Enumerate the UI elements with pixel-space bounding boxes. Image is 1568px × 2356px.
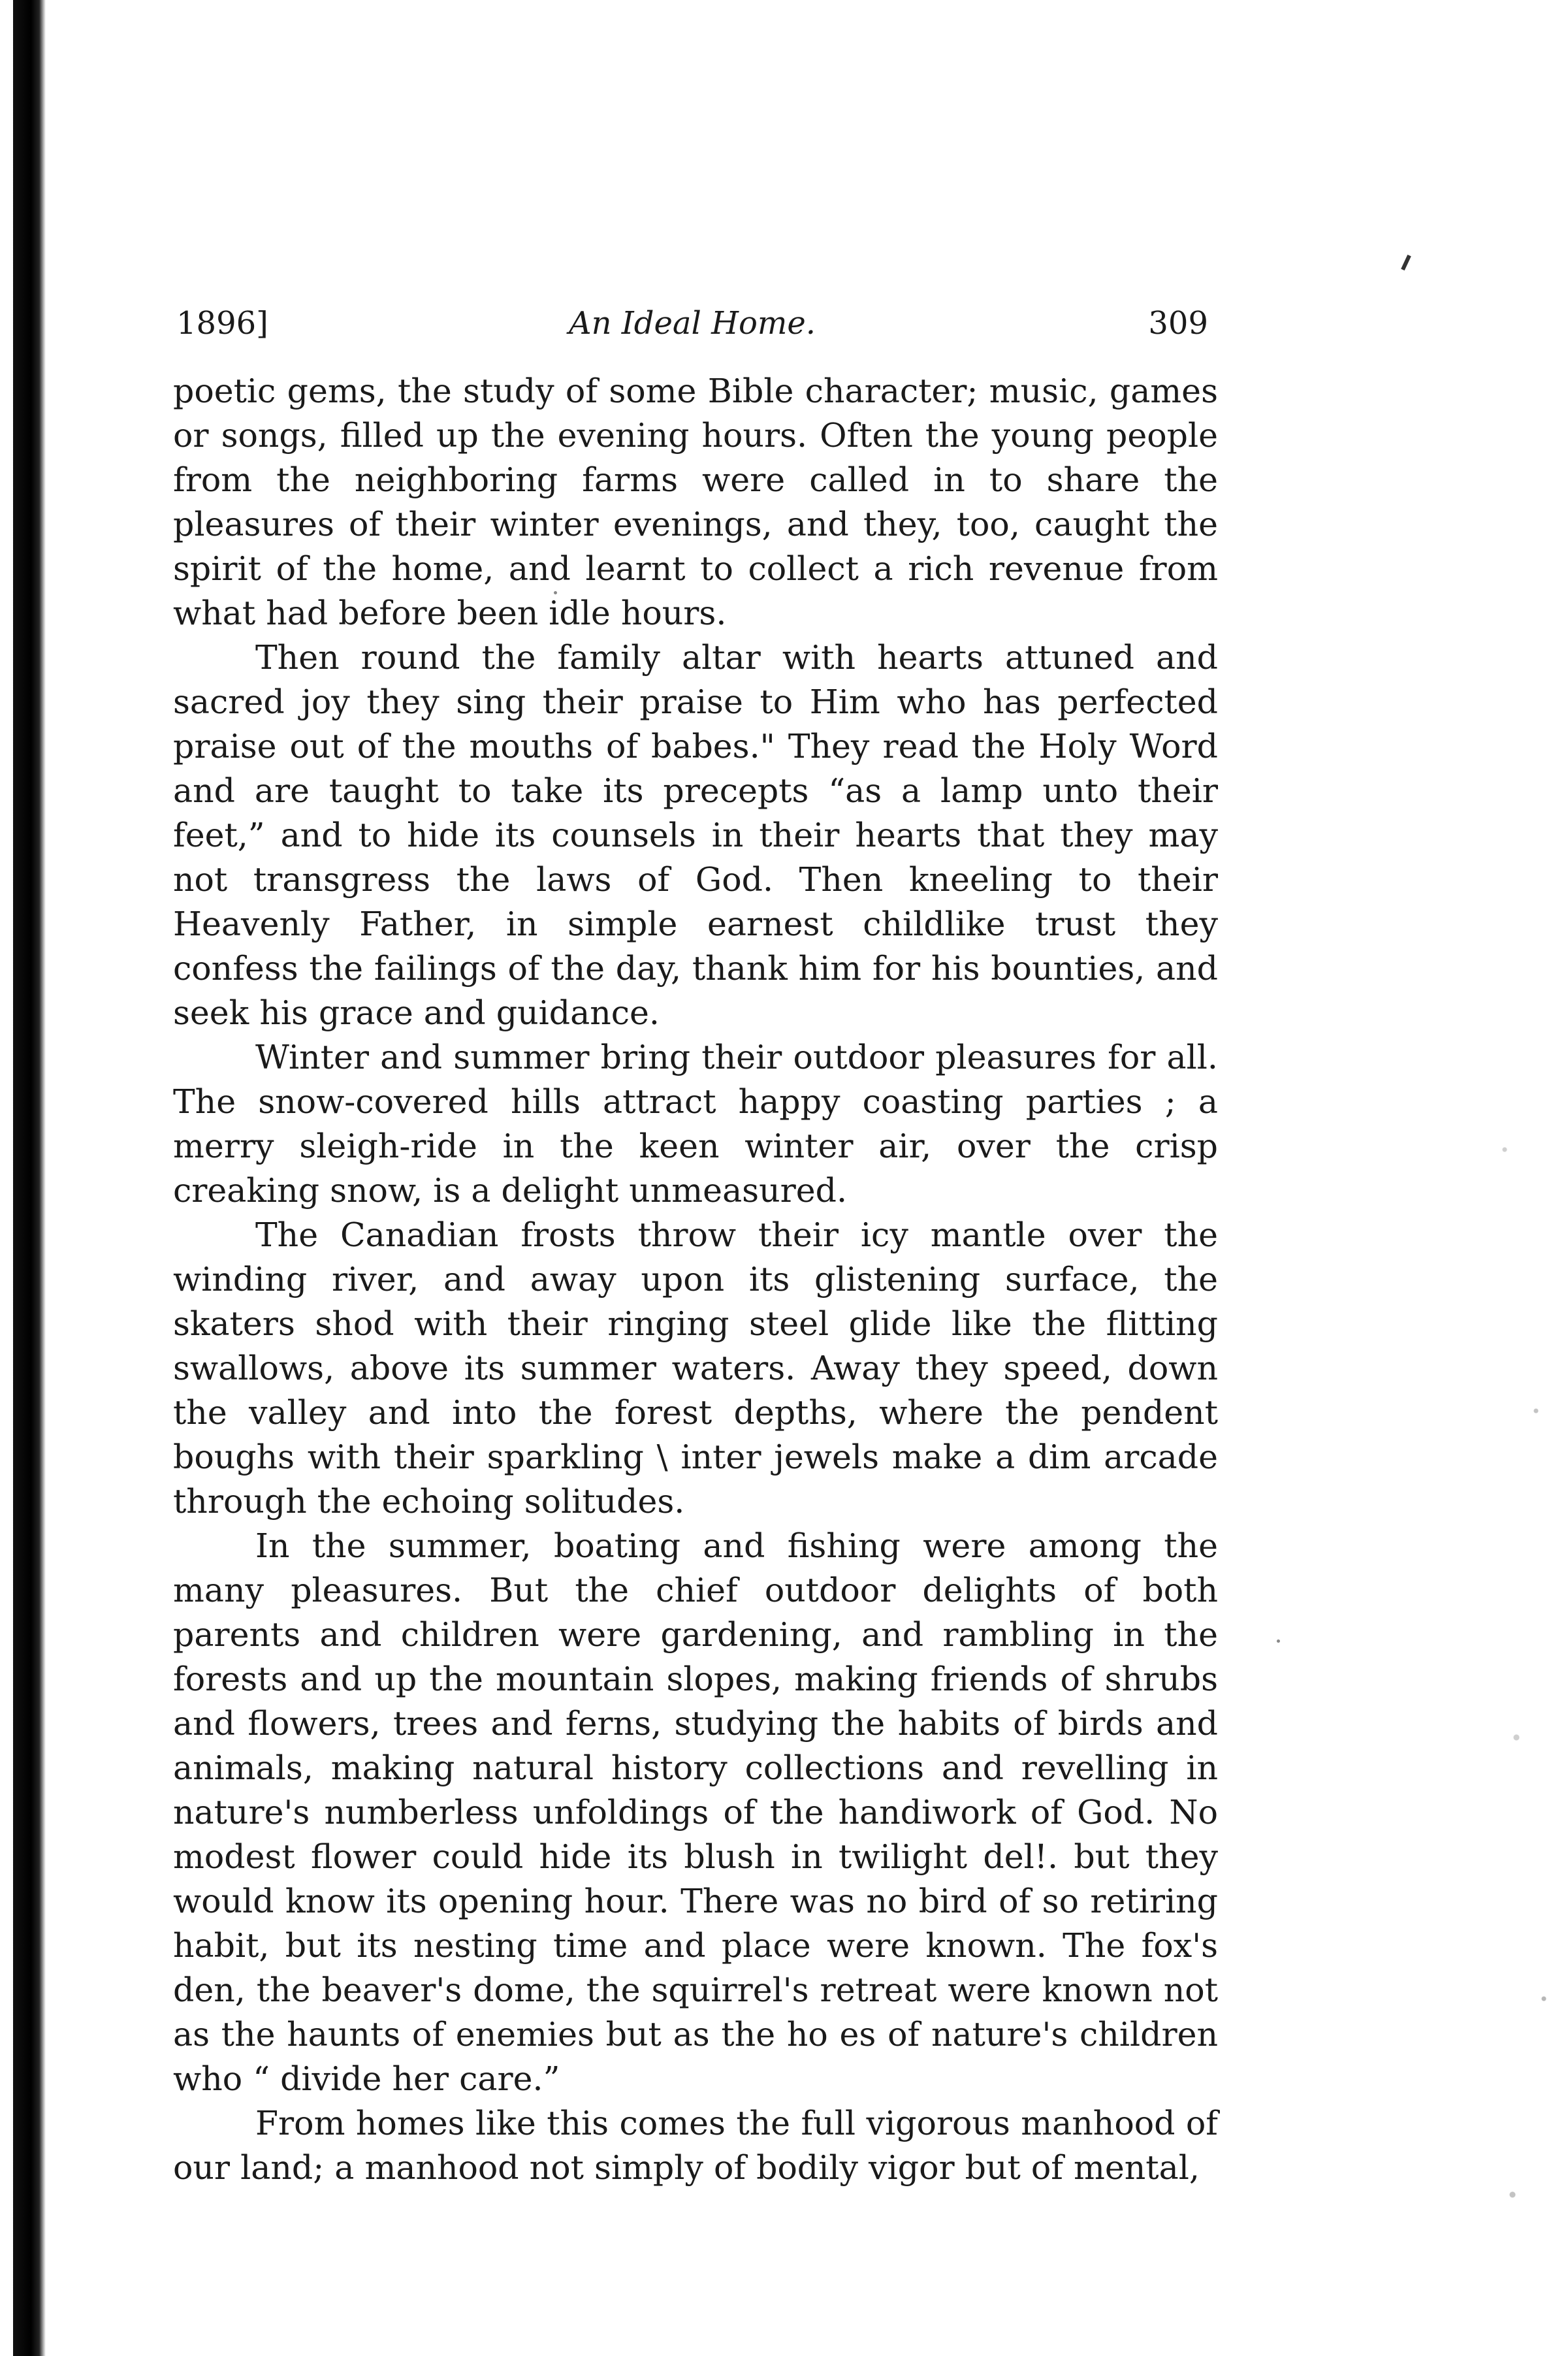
pencil-mark <box>1401 255 1411 270</box>
ink-speck <box>1277 1639 1280 1643</box>
binding-shadow <box>13 0 46 2356</box>
paragraph: Then round the family altar with hearts attuned and sacred joy they sing their praise to Him who has perfected praise out of the mouths of babes." They read the Holy Word and are taught to take its precepts “as a lamp unto their feet,” and to hide its counsels in their hearts that they may not transgress the laws of God. Then kneeling to their Heavenly Father, in simple earnest childlike trust they confess the failings of the day, thank him for his bounties, and seek his grace and guidance. <box>173 638 1218 1032</box>
edge-scan-noise <box>1489 1019 1567 2325</box>
running-header <box>176 297 1208 349</box>
header-title: An Ideal Home. <box>568 305 816 342</box>
header-year: 1896] <box>176 305 268 342</box>
paragraph: poetic gems, the study of some Bible character; music, games or songs, filled up the evening hours. Often the young people from the neighboring farms were called in to share the pleasures of their winter evenings, and they, too, caught the spirit of the home, and learnt to collect a rich revenue from what had before been idle hours. <box>173 372 1218 632</box>
paragraph: From homes like this comes the full vigorous manhood of our land; a manhood not simply of bodily vigor but of mental, <box>173 2104 1218 2187</box>
paragraph: In the summer, boating and fishing were among the many pleasures. But the chief outdoor delights of both parents and children were gardening, and rambling in the forests and up the mountain slopes, making friends of shrubs and flowers, trees and ferns, studying the habits of birds and animals, making natural history collections and revelling in nature's numberless unfoldings of the handiwork of God. No modest flower could hide its blush in twilight del!. but they would know its opening hour. There was no bird of so retiring habit, but its nesting time and place were known. The fox's den, the beaver's dome, the squirrel's retreat were known not as the haunts of enemies but as the ho es of nature's children who “ divide her care.” <box>173 1526 1218 2098</box>
page-number: 309 <box>1148 305 1208 342</box>
paragraph: Winter and summer bring their outdoor pleasures for all. The snow-covered hills attract happy coasting parties ; a merry sleigh-ride in the keen winter air, over the crisp creaking snow, is a delight unmeasured. <box>173 1038 1218 1210</box>
paragraph: The Canadian frosts throw their icy mantle over the winding river, and away upon its glistening surface, the skaters shod with their ringing steel glide like the flitting swallows, above its summer waters. Away they speed, down the valley and into the forest depths, where the pendent boughs with their sparkling \ inter jewels make a dim arcade through the echoing solitudes. <box>173 1216 1218 1521</box>
body-text <box>173 369 1218 2190</box>
